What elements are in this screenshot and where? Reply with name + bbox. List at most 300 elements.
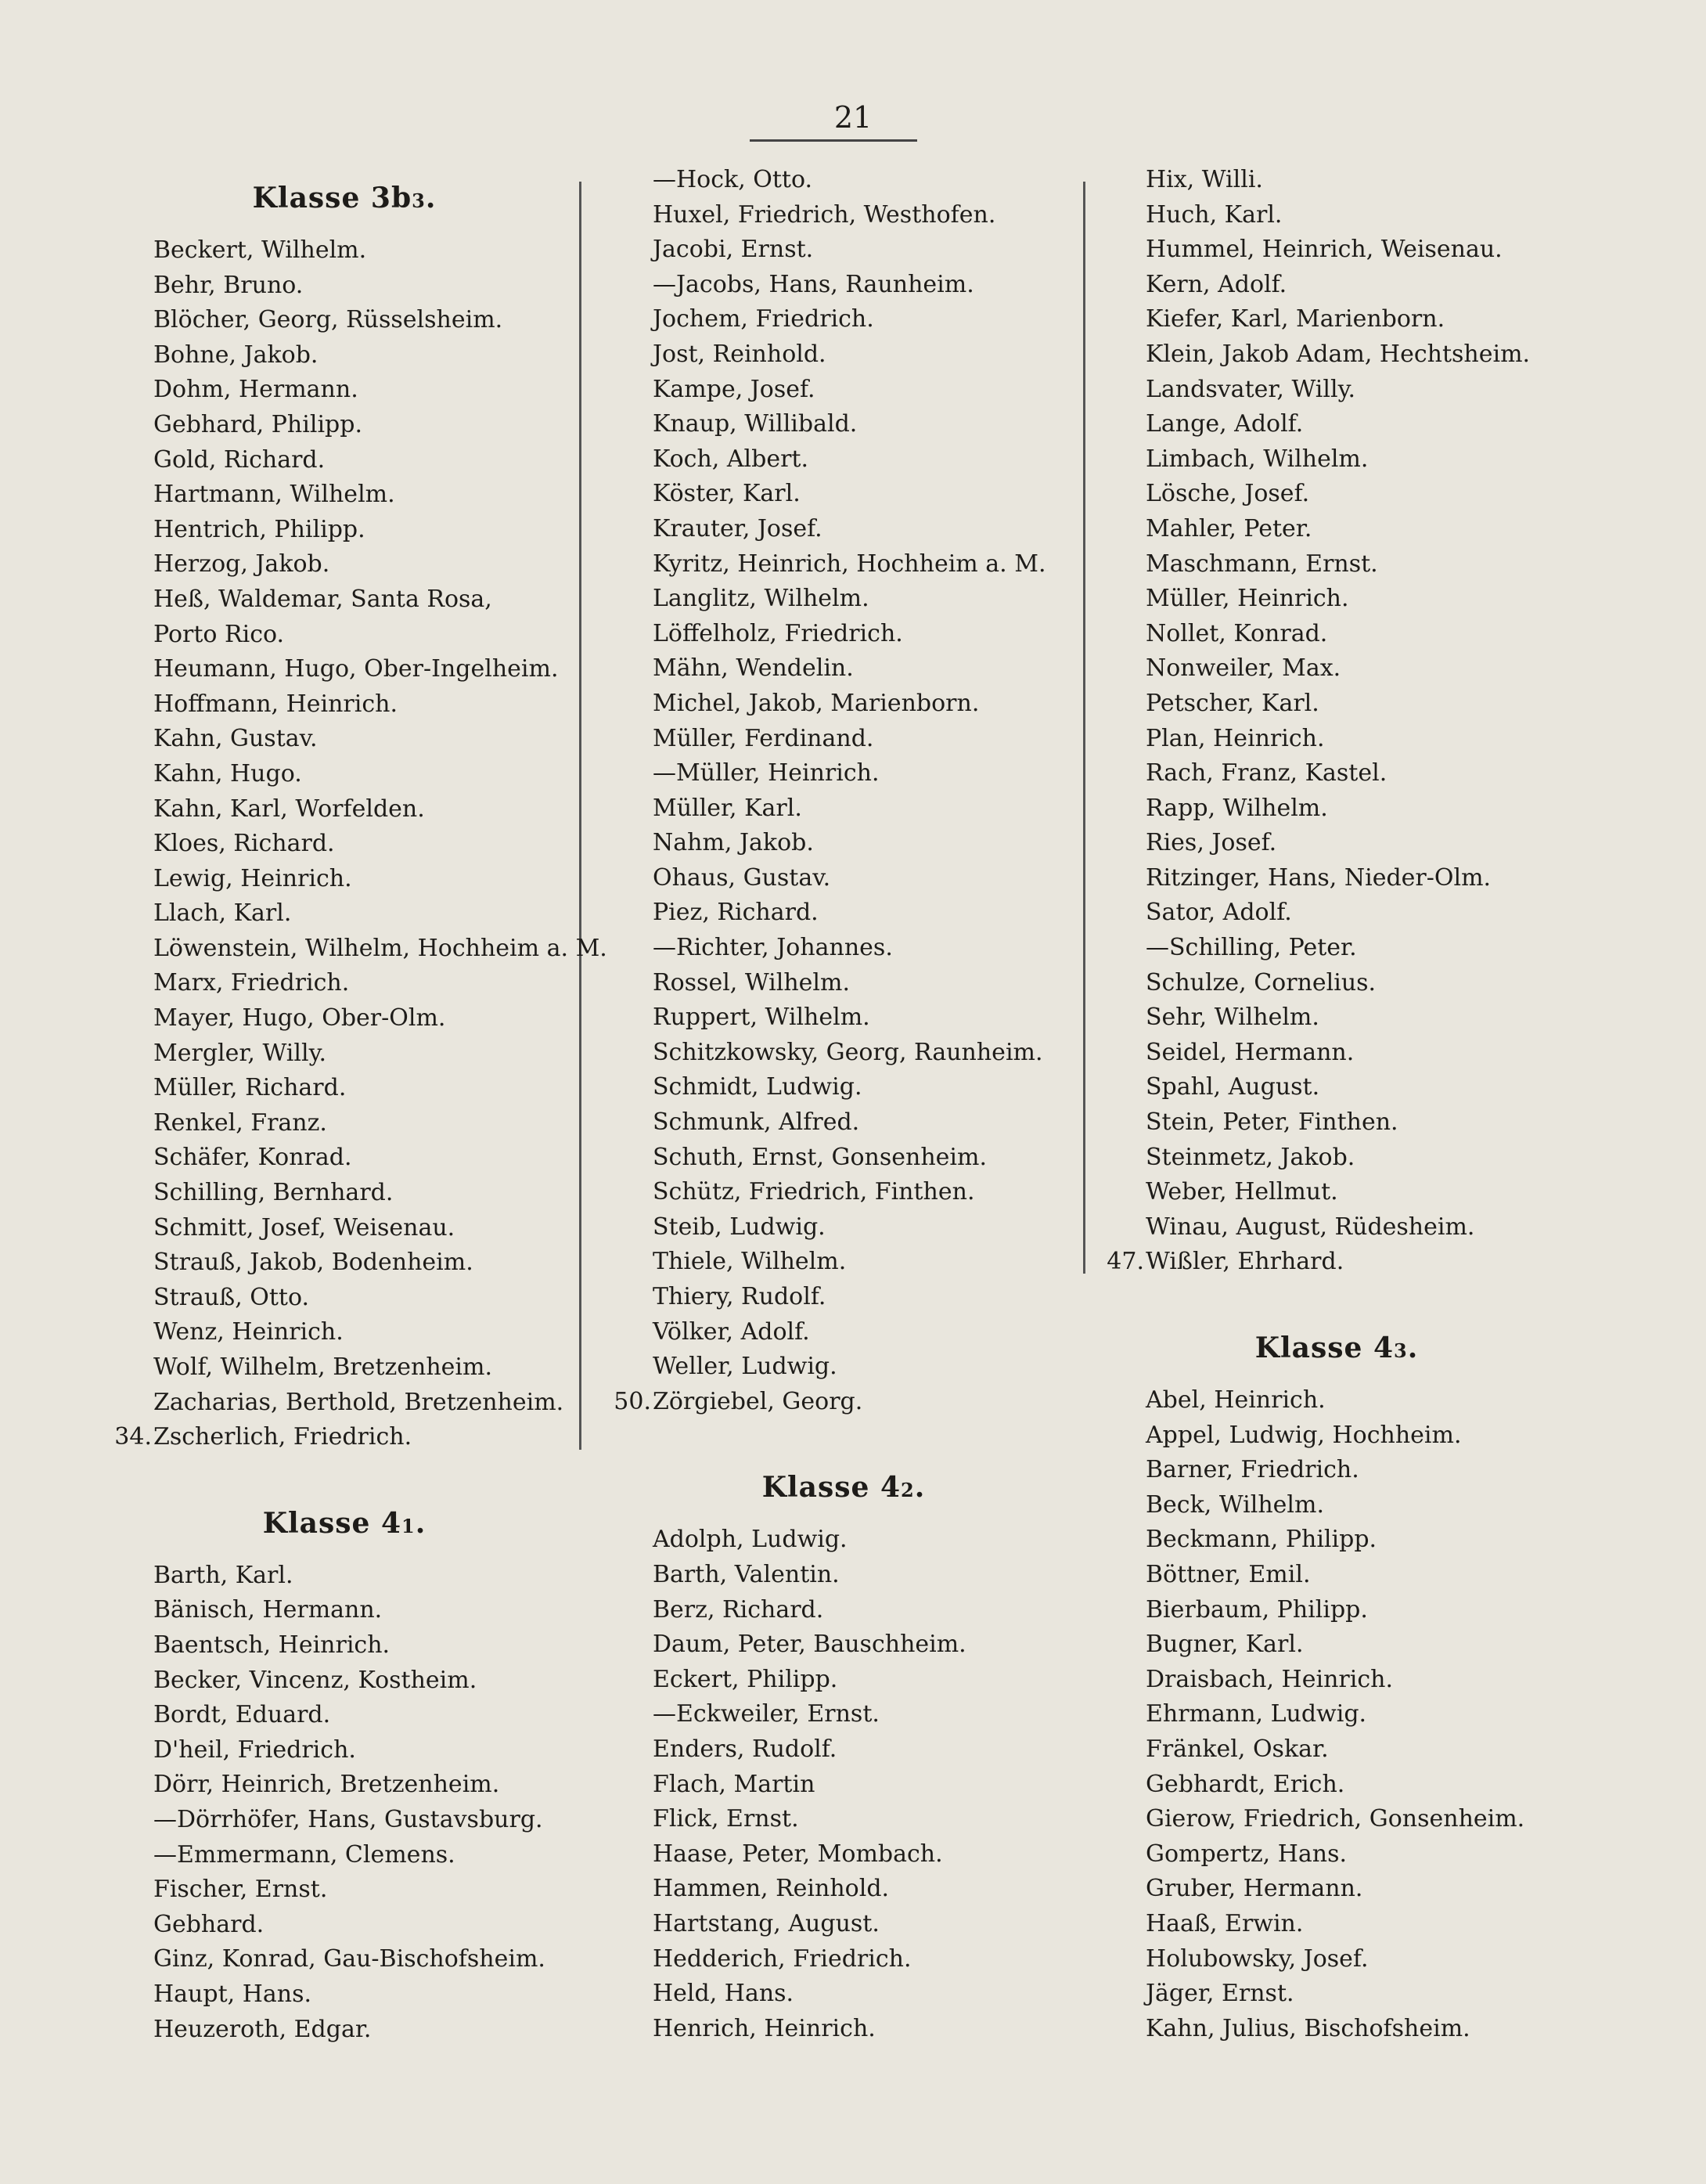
list-item	[1102, 861, 1571, 896]
entry-name: Enders, Rudolf.	[653, 1735, 837, 1763]
entry-name: Hentrich, Philipp.	[153, 515, 365, 543]
entry-name: D'heil, Friedrich.	[153, 1735, 356, 1764]
entry-name: Ginz, Konrad, Gau-Bischofsheim.	[153, 1945, 545, 1973]
entry-name: Ehrmann, Ludwig.	[1146, 1700, 1367, 1728]
list-item	[609, 1697, 1078, 1732]
list-item	[1102, 1977, 1571, 2012]
list-item	[609, 651, 1078, 687]
entry-name: Hedderich, Friedrich.	[653, 1944, 912, 1973]
list-item	[110, 547, 579, 582]
entry-name: Zörgiebel, Georg.	[653, 1387, 863, 1415]
entry-name: Haase, Peter, Mombach.	[653, 1840, 943, 1868]
list-item	[609, 1315, 1078, 1350]
list-item	[1102, 1558, 1571, 1593]
section-heading	[1102, 1313, 1571, 1383]
list-item	[1102, 791, 1571, 827]
list-item	[110, 687, 579, 723]
list-item	[609, 268, 1078, 303]
list-item	[110, 513, 579, 548]
list-item	[110, 1315, 579, 1350]
list-item	[110, 722, 579, 757]
entry-name: Schilling, Bernhard.	[153, 1179, 394, 1207]
list-item	[609, 1523, 1078, 1558]
list-item	[1102, 1453, 1571, 1488]
list-item	[1102, 1070, 1571, 1105]
list-item	[1102, 268, 1571, 303]
list-item	[1102, 1383, 1571, 1418]
entry-name: Mähn, Wendelin.	[653, 654, 854, 683]
entry-name: —Eckweiler, Ernst.	[653, 1700, 880, 1728]
list-item	[609, 302, 1078, 337]
list-item	[1102, 547, 1571, 582]
list-item	[609, 1175, 1078, 1210]
list-item	[110, 582, 579, 618]
entry-name: Beckmann, Philipp.	[1146, 1526, 1377, 1554]
entry-name: Becker, Vincenz, Kostheim.	[153, 1666, 477, 1694]
entry-name: Kiefer, Karl, Marienborn.	[1146, 305, 1445, 333]
entry-name: Langlitz, Wilhelm.	[653, 585, 869, 613]
entry-name: Rapp, Wilhelm.	[1146, 794, 1328, 822]
list-item	[609, 791, 1078, 827]
entry-name: Michel, Jakob, Marienborn.	[653, 689, 980, 717]
entry-name: Kern, Adolf.	[1146, 270, 1287, 298]
section-heading-subscript: 3	[412, 189, 426, 212]
list-item	[609, 1350, 1078, 1385]
entry-name: Porto Rico.	[153, 620, 285, 648]
list-item	[609, 477, 1078, 512]
entry-name: —Dörrhöfer, Hans, Gustavsburg.	[153, 1805, 543, 1833]
entry-name: Kahn, Hugo.	[153, 759, 302, 787]
entry-name: —Müller, Heinrich.	[653, 759, 880, 787]
entry-name: Nahm, Jakob.	[653, 829, 814, 857]
list-item	[1102, 442, 1571, 478]
entry-name: Abel, Heinrich.	[1146, 1386, 1326, 1414]
entry-name: Wolf, Wilhelm, Bretzenheim.	[153, 1353, 492, 1381]
entry-name: Bänisch, Hermann.	[153, 1596, 383, 1624]
entry-name: Jochem, Friedrich.	[653, 305, 874, 333]
entry-name: Barner, Friedrich.	[1146, 1456, 1359, 1484]
entry-name: Beckert, Wilhelm.	[153, 236, 367, 264]
entry-name: Müller, Richard.	[153, 1074, 347, 1102]
heading-period: .	[425, 182, 437, 214]
entry-name: Huch, Karl.	[1146, 200, 1283, 229]
entry-name: Klein, Jakob Adam, Hechtsheim.	[1146, 340, 1531, 368]
entry-name: Jost, Reinhold.	[653, 340, 826, 368]
entry-name: Landsvater, Willy.	[1146, 375, 1356, 403]
list-item	[1102, 1907, 1571, 1942]
list-item	[609, 1070, 1078, 1105]
list-item	[1102, 1000, 1571, 1036]
list-item	[110, 862, 579, 897]
list-item	[110, 2013, 579, 2048]
entry-name: Strauß, Jakob, Bodenheim.	[153, 1249, 473, 1277]
entry-name: Barth, Valentin.	[653, 1560, 840, 1588]
list-item	[1102, 617, 1571, 652]
entry-name: Kahn, Gustav.	[153, 725, 318, 753]
list-item	[609, 232, 1078, 268]
list-item	[110, 1036, 579, 1072]
list-item	[1102, 1141, 1571, 1176]
list-item	[110, 1211, 579, 1246]
entry-name: Hoffmann, Heinrich.	[153, 690, 398, 718]
list-item	[110, 1908, 579, 1943]
list-item	[110, 932, 607, 967]
list-item	[609, 1593, 1078, 1628]
entry-name: Thiery, Rudolf.	[653, 1283, 826, 1310]
list-item	[1102, 1872, 1571, 1907]
list-item	[110, 478, 579, 513]
list-item	[609, 722, 1078, 757]
entry-name: Daum, Peter, Bauschheim.	[653, 1631, 966, 1659]
entry-name: Lange, Adolf.	[1146, 410, 1304, 438]
list-item	[1102, 722, 1571, 757]
entry-name: Löwenstein, Wilhelm, Hochheim a. M.	[153, 934, 607, 962]
list-item	[609, 861, 1078, 896]
entry-name: Kyritz, Heinrich, Hochheim a. M.	[653, 550, 1046, 578]
list-item	[609, 1837, 1078, 1872]
list-item	[1102, 931, 1571, 966]
list-item	[1102, 163, 1571, 198]
entry-name: Thiele, Wilhelm.	[653, 1248, 847, 1276]
entry-name: Baentsch, Heinrich.	[153, 1631, 391, 1659]
entry-name: Kloes, Richard.	[153, 830, 335, 858]
entry-name: Steinmetz, Jakob.	[1146, 1143, 1355, 1171]
list-item	[110, 652, 579, 687]
entry-name: Heumann, Hugo, Ober-Ingelheim.	[153, 655, 559, 683]
entry-name: Krauter, Josef.	[653, 514, 822, 542]
list-item	[1102, 1732, 1571, 1768]
entry-name: Maschmann, Ernst.	[1146, 550, 1378, 578]
list-item	[609, 1872, 1078, 1907]
list-item	[110, 1663, 579, 1699]
list-item	[110, 1698, 579, 1733]
entry-name: Fränkel, Oskar.	[1146, 1735, 1329, 1763]
entry-name: Löffelholz, Friedrich.	[653, 619, 903, 647]
list-item	[609, 1732, 1078, 1768]
list-item	[1102, 1942, 1571, 1977]
entry-name: Kahn, Karl, Worfelden.	[153, 795, 425, 823]
list-item	[110, 1872, 579, 1908]
entry-name: Strauß, Otto.	[153, 1283, 310, 1311]
list-item	[609, 1210, 1078, 1245]
entry-name: Wenz, Heinrich.	[153, 1318, 344, 1346]
entry-name: Schulze, Cornelius.	[1146, 968, 1377, 996]
entry-name: Schütz, Friedrich, Finthen.	[653, 1178, 975, 1206]
page-number-rule	[750, 139, 917, 142]
list-item	[609, 1000, 1078, 1036]
list-item	[609, 756, 1078, 791]
section-heading	[110, 163, 579, 233]
list-item	[609, 931, 1078, 966]
list-item	[609, 2012, 1078, 2047]
name-list	[110, 1559, 579, 2047]
entry-name: Zscherlich, Friedrich.	[153, 1423, 412, 1451]
list-item	[110, 338, 579, 373]
entry-name: Rach, Franz, Kastel.	[1146, 759, 1387, 787]
column-2	[609, 163, 1078, 2046]
column-divider	[1083, 182, 1085, 1274]
entry-name: Gebhardt, Erich.	[1146, 1770, 1345, 1798]
entry-name: Müller, Heinrich.	[1146, 585, 1349, 613]
entry-name: Eckert, Philipp.	[653, 1665, 838, 1693]
entry-name: Schmidt, Ludwig.	[653, 1073, 862, 1101]
name-list	[1102, 163, 1571, 1280]
list-item	[1102, 756, 1571, 791]
list-item	[609, 337, 1078, 373]
list-item	[110, 268, 579, 304]
column-3	[1102, 163, 1571, 2046]
entry-name: Hummel, Heinrich, Weisenau.	[1146, 236, 1503, 264]
list-item	[110, 1838, 579, 1873]
list-item	[609, 1245, 1078, 1280]
entry-name: Lösche, Josef.	[1146, 480, 1310, 508]
entry-name: Henrich, Heinrich.	[653, 2014, 876, 2042]
list-item	[1102, 407, 1571, 442]
entry-name: Ries, Josef.	[1146, 829, 1277, 857]
entry-name: Müller, Karl.	[653, 794, 802, 822]
list-item	[1102, 302, 1571, 337]
entry-name: Dohm, Hermann.	[153, 376, 358, 404]
entry-name: Ohaus, Gustav.	[653, 863, 831, 892]
list-item	[1102, 1593, 1571, 1628]
column-divider	[579, 182, 581, 1450]
list-item	[609, 966, 1078, 1001]
entry-name: Kampe, Josef.	[653, 375, 815, 403]
list-item	[110, 1386, 579, 1421]
entry-name: Held, Hans.	[653, 1980, 794, 2008]
list-item	[1102, 477, 1571, 512]
entry-name: Mergler, Willy.	[153, 1039, 327, 1067]
list-item	[110, 1420, 579, 1455]
list-item	[1102, 582, 1571, 617]
list-item	[1102, 1523, 1571, 1558]
entry-name: Gierow, Friedrich, Gonsenheim.	[1146, 1805, 1525, 1833]
list-item	[110, 1977, 579, 2013]
entry-name: Nollet, Konrad.	[1146, 619, 1328, 647]
list-item	[110, 1141, 579, 1176]
entry-name: Behr, Bruno.	[153, 271, 304, 299]
list-item	[110, 966, 579, 1001]
entry-name: Knaup, Willibald.	[653, 410, 858, 438]
list-item	[110, 1001, 579, 1036]
entry-name: Bohne, Jakob.	[153, 341, 319, 369]
list-item	[1102, 1768, 1571, 1803]
entry-name: Schuth, Ernst, Gonsenheim.	[653, 1143, 988, 1171]
entry-name: Heß, Waldemar, Santa Rosa,	[153, 585, 492, 613]
list-item	[110, 757, 579, 792]
section-heading-subscript: 3	[1394, 1339, 1408, 1362]
entry-name: Schmunk, Alfred.	[653, 1108, 860, 1137]
list-item	[1102, 896, 1571, 931]
entry-name: —Hock, Otto.	[653, 166, 813, 193]
list-item	[609, 1768, 1078, 1803]
name-list	[609, 163, 1078, 1419]
entry-name: Zacharias, Berthold, Bretzenheim.	[153, 1388, 564, 1416]
entry-name: Hartstang, August.	[653, 1909, 880, 1937]
list-item	[1102, 232, 1571, 268]
list-item	[110, 827, 579, 862]
entry-name: Piez, Richard.	[653, 899, 819, 927]
entry-name: Jacobi, Ernst.	[653, 236, 814, 264]
entry-name: Limbach, Wilhelm.	[1146, 445, 1369, 473]
list-item	[110, 1803, 579, 1838]
entry-name: Koch, Albert.	[653, 445, 809, 473]
list-item	[609, 198, 1078, 233]
list-item	[609, 1280, 1078, 1315]
list-item	[1102, 826, 1571, 861]
entry-name: Gompertz, Hans.	[1146, 1840, 1348, 1868]
entry-name: Llach, Karl.	[153, 899, 292, 928]
list-item	[609, 1105, 1078, 1141]
name-list	[110, 233, 607, 1455]
entry-name: Weller, Ludwig.	[653, 1353, 837, 1381]
list-item	[110, 1942, 579, 1977]
entry-name: Haupt, Hans.	[153, 1980, 312, 2008]
list-item	[1102, 1627, 1571, 1663]
entry-name: —Richter, Johannes.	[653, 934, 893, 962]
entry-name: Flach, Martin	[653, 1770, 815, 1798]
list-item	[110, 1593, 579, 1628]
heading-period: .	[914, 1471, 926, 1505]
entry-name: Sehr, Wilhelm.	[1146, 1004, 1319, 1032]
list-item	[609, 1036, 1078, 1071]
section-heading-text: Klasse 4	[1254, 1332, 1395, 1364]
list-item	[609, 1802, 1078, 1837]
list-item	[110, 1071, 579, 1106]
list-item	[110, 1768, 579, 1803]
entry-name: Weber, Hellmut.	[1146, 1178, 1338, 1206]
section-gap	[609, 1419, 1078, 1452]
entry-name: Gruber, Hermann.	[1146, 1875, 1363, 1903]
list-item	[1102, 1210, 1571, 1245]
entry-name: Petscher, Karl.	[1146, 689, 1319, 717]
entry-name: Fischer, Ernst.	[153, 1876, 328, 1904]
list-item	[1102, 1418, 1571, 1454]
list-item	[1102, 687, 1571, 722]
entry-name: Berz, Richard.	[653, 1595, 824, 1624]
list-item	[1102, 1105, 1571, 1141]
entry-name: Schitzkowsky, Georg, Raunheim.	[653, 1038, 1043, 1066]
heading-period: .	[1407, 1332, 1419, 1364]
entry-name: Lewig, Heinrich.	[153, 864, 352, 892]
section-gap	[1102, 1280, 1571, 1313]
entry-name: Gebhard, Philipp.	[153, 410, 362, 438]
entry-count-marker: 50.	[614, 1387, 651, 1415]
entry-name: Ritzinger, Hans, Nieder-Olm.	[1146, 863, 1492, 892]
entry-name: Renkel, Franz.	[153, 1108, 327, 1137]
entry-name: —Jacobs, Hans, Raunheim.	[653, 270, 974, 298]
list-item	[609, 547, 1078, 582]
entry-name: Ruppert, Wilhelm.	[653, 1004, 870, 1032]
section-heading	[609, 1452, 1078, 1523]
list-item	[110, 1245, 579, 1281]
list-item	[1102, 651, 1571, 687]
section-heading-text: Klasse 3b	[252, 182, 412, 214]
list-item	[1102, 373, 1571, 408]
entry-name: Hartmann, Wilhelm.	[153, 481, 395, 509]
list-item	[1102, 1837, 1571, 1872]
list-item	[609, 826, 1078, 861]
entry-name: Dörr, Heinrich, Bretzenheim.	[153, 1771, 500, 1799]
list-item	[110, 1106, 579, 1141]
entry-name: Gebhard.	[153, 1910, 265, 1938]
entry-name: Flick, Ernst.	[653, 1805, 799, 1833]
list-item	[609, 1977, 1078, 2012]
section-heading	[110, 1488, 579, 1559]
entry-name: Beck, Wilhelm.	[1146, 1490, 1325, 1519]
list-item	[110, 792, 579, 827]
entry-count-marker: 47.	[1107, 1248, 1144, 1276]
list-item	[110, 1733, 579, 1768]
list-item	[110, 1176, 579, 1211]
entry-name: —Emmermann, Clemens.	[153, 1840, 455, 1869]
name-list	[609, 1523, 1078, 2046]
list-item	[110, 1628, 579, 1663]
entry-name: Mahler, Peter.	[1146, 514, 1312, 542]
section-gap	[110, 1455, 579, 1488]
list-item	[1102, 1802, 1571, 1837]
list-item	[609, 617, 1078, 652]
list-item	[1102, 1036, 1571, 1071]
list-item	[609, 582, 1078, 617]
list-item	[110, 1559, 579, 1594]
entry-name: Plan, Heinrich.	[1146, 724, 1325, 752]
section-heading-text: Klasse 4	[761, 1471, 902, 1505]
entry-name: Mayer, Hugo, Ober-Olm.	[153, 1004, 446, 1033]
entry-name: Bugner, Karl.	[1146, 1631, 1304, 1659]
column-1	[110, 163, 607, 2047]
list-item	[110, 618, 579, 653]
entry-name: Köster, Karl.	[653, 480, 801, 508]
list-item	[609, 1627, 1078, 1663]
entry-name: Huxel, Friedrich, Westhofen.	[653, 200, 996, 229]
entry-name: Seidel, Hermann.	[1146, 1038, 1355, 1066]
entry-name: Wißler, Ehrhard.	[1146, 1248, 1344, 1276]
list-item	[1102, 198, 1571, 233]
list-item	[609, 1663, 1078, 1698]
entry-name: Bordt, Eduard.	[153, 1701, 331, 1729]
entry-name: Schmitt, Josef, Weisenau.	[153, 1213, 455, 1242]
entry-name: Nonweiler, Max.	[1146, 654, 1341, 683]
entry-name: Appel, Ludwig, Hochheim.	[1146, 1421, 1462, 1449]
entry-name: Draisbach, Heinrich.	[1146, 1665, 1393, 1693]
list-item	[609, 687, 1078, 722]
entry-name: Holubowsky, Josef.	[1146, 1944, 1369, 1973]
section-heading-text: Klasse 4	[262, 1506, 402, 1540]
list-item	[1102, 2012, 1571, 2047]
page-number: 21	[833, 100, 873, 135]
entry-name: Winau, August, Rüdesheim.	[1146, 1213, 1475, 1241]
list-item	[1102, 1175, 1571, 1210]
entry-name: Heuzeroth, Edgar.	[153, 2015, 372, 2043]
entry-name: Jäger, Ernst.	[1146, 1980, 1294, 2008]
entry-name: Böttner, Emil.	[1146, 1560, 1311, 1588]
list-item	[110, 1350, 579, 1386]
list-item	[609, 896, 1078, 931]
list-item	[609, 163, 1078, 198]
list-item	[609, 1558, 1078, 1593]
entry-name: Gold, Richard.	[153, 445, 326, 474]
list-item	[1102, 1697, 1571, 1732]
list-item	[110, 408, 579, 443]
entry-name: Haaß, Erwin.	[1146, 1909, 1304, 1937]
list-item	[609, 1385, 1078, 1420]
entry-name: Schäfer, Konrad.	[153, 1144, 352, 1172]
entry-name: Marx, Friedrich.	[153, 969, 350, 997]
entry-name: Völker, Adolf.	[653, 1317, 810, 1346]
list-item	[110, 443, 579, 478]
list-item	[1102, 512, 1571, 547]
